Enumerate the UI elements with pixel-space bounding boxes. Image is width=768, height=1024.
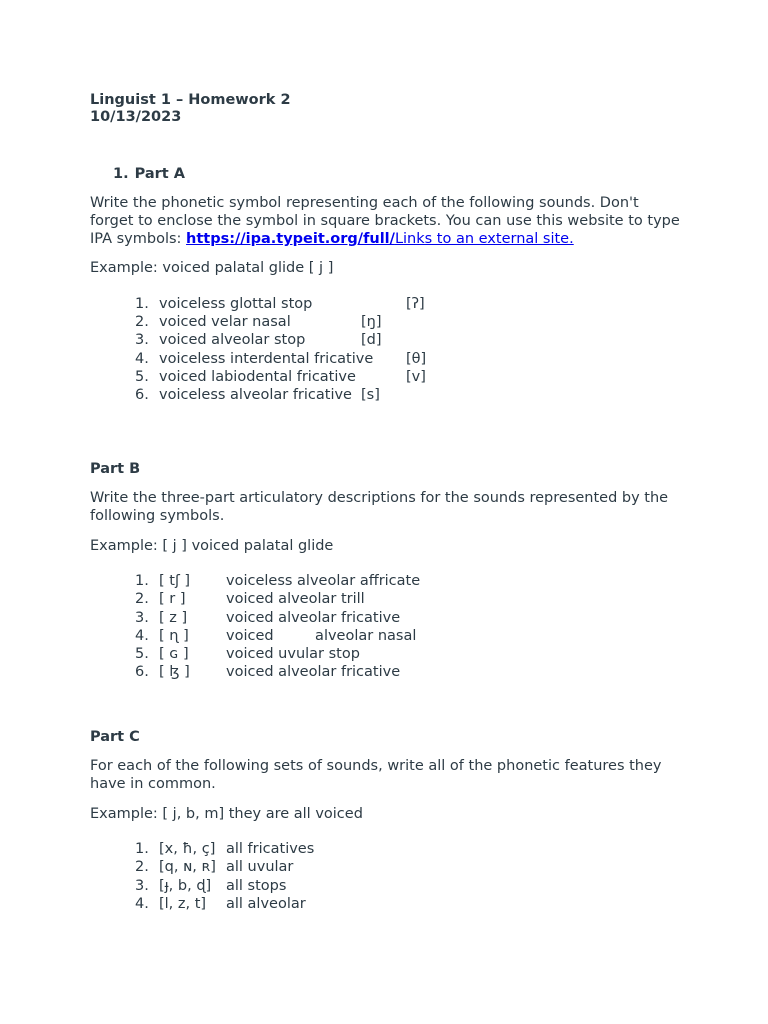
list-item <box>90 645 680 663</box>
item-set: [l, z, t] <box>159 895 207 912</box>
part-b-instructions: Write the three-part articulatory descriptions for the sounds represented by the following symbols. <box>90 490 669 525</box>
list-item <box>90 590 680 608</box>
item-symbol: [ r ] <box>159 591 186 608</box>
item-description: voiced alveolar stop <box>159 332 306 349</box>
list-item <box>90 572 680 590</box>
item-answer: [ŋ] <box>361 314 382 331</box>
list-item <box>90 331 680 349</box>
item-number: 3. <box>135 332 149 349</box>
item-set: [ɟ, b, ɖ] <box>159 877 212 894</box>
item-answer: [d] <box>361 332 382 349</box>
item-number: 2. <box>135 314 149 331</box>
item-number: 3. <box>135 609 149 626</box>
part-b-example: Example: [ j ] voiced palatal glide <box>90 538 334 555</box>
list-item <box>90 350 680 368</box>
item-symbol: [ ɮ ] <box>159 664 190 681</box>
item-description: voiceless alveolar fricative <box>159 386 352 403</box>
item-number: 1. <box>135 573 149 590</box>
list-item <box>90 840 680 858</box>
item-answer: [s] <box>361 386 380 403</box>
ipa-website-link[interactable]: https://ipa.typeit.org/full/ <box>186 231 395 247</box>
item-description: voiced labiodental fricative <box>159 368 356 385</box>
item-answer: voiced alveolar nasal <box>226 627 417 644</box>
item-answer: voiced uvular stop <box>226 645 360 662</box>
part-a-example: Example: voiced palatal glide [ j ] <box>90 260 334 276</box>
item-number: 5. <box>135 368 149 385</box>
item-answer: all stops <box>226 877 287 894</box>
part-a-number: 1. <box>113 166 129 182</box>
item-number: 4. <box>135 350 149 367</box>
item-set: [x, ħ, ç] <box>159 841 216 858</box>
part-a-title: Part A <box>134 166 185 182</box>
part-a-instructions-text: Write the phonetic symbol representing each of the following sounds. Don't forget to enclose the symbol in square brackets. You can use this website to type IPA symbols: <box>90 195 680 247</box>
part-b-list <box>90 572 680 681</box>
item-answer: voiced alveolar fricative <box>226 609 401 626</box>
part-b-heading: Part B <box>90 461 141 478</box>
item-set: [q, ɴ, ʀ] <box>159 859 216 876</box>
item-number: 6. <box>135 386 149 403</box>
list-item <box>90 609 680 627</box>
list-item <box>90 295 680 313</box>
item-answer: all alveolar <box>226 895 306 912</box>
part-c-heading: Part C <box>90 729 140 746</box>
part-c-list <box>90 840 680 913</box>
item-number: 2. <box>135 859 149 876</box>
document-title: Linguist 1 – Homework 2 <box>90 92 291 108</box>
item-symbol: [ tʃ ] <box>159 573 191 590</box>
item-answer: [θ] <box>406 350 427 367</box>
item-answer: all fricatives <box>226 841 315 858</box>
item-number: 2. <box>135 591 149 608</box>
item-symbol: [ ɢ ] <box>159 645 189 662</box>
part-c-instructions: For each of the following sets of sounds, write all of the phonetic features they have in common. <box>90 758 662 793</box>
list-item <box>90 858 680 876</box>
item-description: voiceless glottal stop <box>159 296 313 312</box>
part-c-example: Example: [ j, b, m] they are all voiced <box>90 806 363 823</box>
item-answer: [v] <box>406 368 426 385</box>
document-page <box>90 92 680 913</box>
item-number: 1. <box>135 296 149 312</box>
item-answer: voiceless alveolar affricate <box>226 573 421 590</box>
item-symbol: [ ɳ ] <box>159 627 189 644</box>
external-site-link[interactable]: Links to an external site. <box>394 231 574 247</box>
item-answer: all uvular <box>226 859 294 876</box>
item-answer: voiced alveolar trill <box>226 591 365 608</box>
part-a-list <box>90 295 680 404</box>
list-item <box>90 877 680 895</box>
item-number: 6. <box>135 664 149 681</box>
item-number: 3. <box>135 877 149 894</box>
list-item <box>90 663 680 681</box>
list-item <box>90 386 680 404</box>
item-symbol: [ z ] <box>159 609 188 626</box>
item-description: voiceless interdental fricative <box>159 350 374 367</box>
list-item <box>90 368 680 386</box>
item-description: voiced velar nasal <box>159 314 291 331</box>
part-a-instructions <box>90 194 680 248</box>
part-a-heading <box>90 165 680 183</box>
list-item <box>90 313 680 331</box>
item-answer: voiced alveolar fricative <box>226 664 401 681</box>
document-date: 10/13/2023 <box>90 109 182 125</box>
item-number: 4. <box>135 895 149 912</box>
document-header <box>90 92 680 126</box>
item-number: 4. <box>135 627 149 644</box>
item-number: 5. <box>135 645 149 662</box>
list-item <box>90 627 680 645</box>
list-item <box>90 895 680 913</box>
item-number: 1. <box>135 841 149 858</box>
item-answer: [ʔ] <box>406 296 425 312</box>
